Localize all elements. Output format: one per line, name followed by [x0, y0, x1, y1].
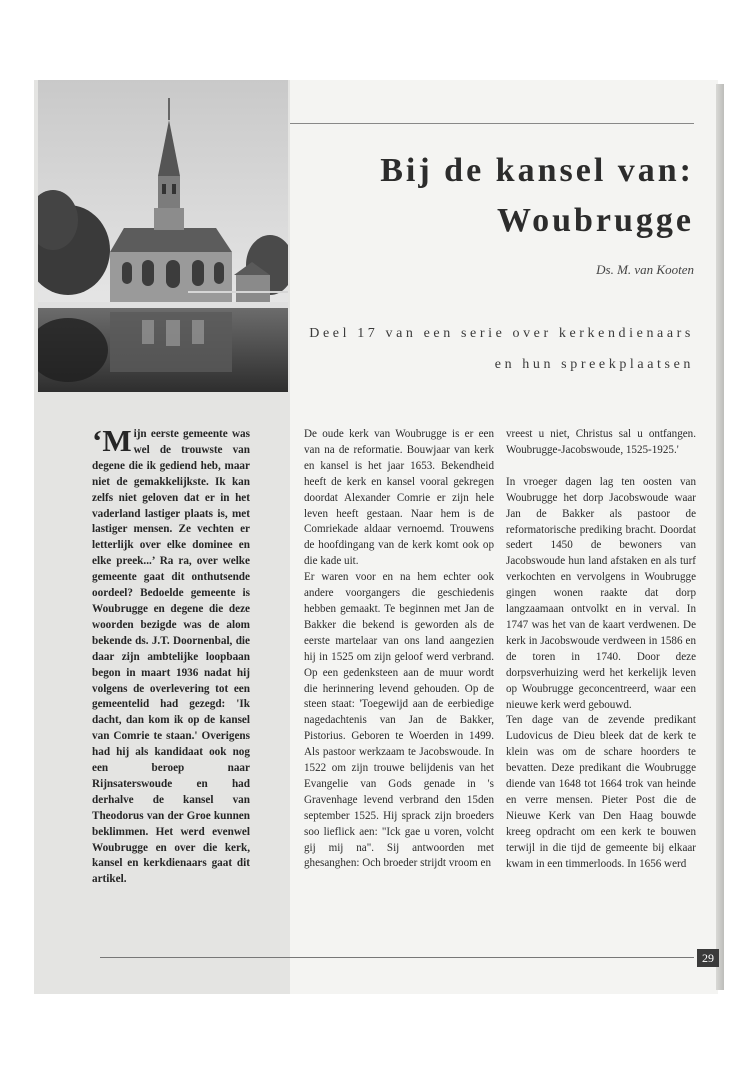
church-photo	[38, 80, 288, 392]
footer-rule	[100, 957, 694, 958]
page-number: 29	[697, 949, 719, 967]
header-rule	[290, 123, 694, 124]
series-subtitle	[274, 318, 694, 380]
article-title	[274, 146, 694, 246]
title-line-1: Bij de kansel van:	[380, 152, 694, 189]
paragraph: In vroeger dagen lag ten oosten van Woubrugge het dorp Jacobswoude waar Jan de Bakker als pastoor de reformatorische prediking bracht. Doordat sedert 1450 de bewoners van Jacobswoude hun land afstaken en als turf verkochten en vervolgens in Woubrugge gingen wonen raakte dat dorp langzaamaan ontvolkt en in verval. In 1747 was het van de kaart verdwenen. De kerk in Jacobswoude verdween in 1586 en de toren in 1740. Door deze dorpsverhuizing werd het kerkelijk leven op Woubrugge geconcentreerd, waar een nieuwe kerk werd gebouwd.	[506, 475, 696, 711]
series-line-2: en hun spreekplaatsen	[494, 357, 694, 372]
intro-text: ijn eerste gemeente was wel de trouwste van degene die ik gediend heb, maar niet de gemakkelijkste. Ik kan zelfs niet geloven dat er in het vaderland lastiger plaats is, met lastiger mensen. Ze vechten er letterlijk over elke dominee en elke preek...’ Ra ra, over welke gemeente gaat dit onthutsende oordeel? Bedoelde gemeente is Woubrugge en degene die deze woorden bezigde was de alom bekende ds. J.T. Doornenbal, die daar zijn ambtelijke loopbaan begon in maart 1936 nadat hij volgens de overlevering tot een gemeentelid had gezegd: 'Ik dacht, dan kom ik op de kansel van Comrie te staan.' Overigens had hij als kandidaat ook nog een beroep naar Rijnsaterswoude en had derhalve de kansel van Theodorus van der Groe kunnen beklimmen. Het werd evenwel Woubrugge en over die kerk, kansel en kerkdienaars gaat dit artikel.	[92, 428, 250, 886]
page-edge	[716, 84, 724, 990]
intro-quote	[92, 423, 250, 888]
body-column-3	[506, 427, 696, 872]
title-line-2: Woubrugge	[496, 202, 694, 239]
body-column-2	[304, 427, 494, 872]
paragraph: Er waren voor en na hem echter ook andere voorgangers die geschiedenis hebben gemaakt. Te beginnen met Jan de Bakker die bekend is geworden als de eerste martelaar van ons land aangezien hij in 1525 om zijn geloof werd verbrand. Op een gedenksteen aan de muur wordt die herinnering levend gehouden. Op de steen staat: 'Toegewijd aan de eerbiedige nagedachtenis van Jan de Bakker, Pistorius. Geboren te Woerden in 1499. Als pastoor werkzaam te Jacobswoude. In 1522 om zijn trouwe belijdenis van het Evangelie van Gods genade in 's Gravenhage levend verbrand den 15den september 1525. Hij sprack zijn broeders soo lieflick aen: "Ick gae u voren, volcht gij mij na". Sij antwoorden met ghesanghen: Och broeder strijdt vroom en	[304, 571, 494, 870]
author-byline: Ds. M. van Kooten	[596, 262, 694, 277]
paragraph: De oude kerk van Woubrugge is er een van na de reformatie. Bouwjaar van kerk en kansel is het jaar 1653. Bekendheid heeft de kerk en kansel vooral gekregen doordat Alexander Comrie er zijn hele leven heeft gestaan. Naar hem is de Comriekade aldaar vernoemd. Trouwens de hoofdingang van de kerk komt ook op die kade uit.	[304, 428, 494, 568]
paragraph: vreest u niet, Christus sal u ontfangen. Woubrugge-Jacobswoude, 1525-1925.'	[506, 428, 696, 456]
paragraph: Ten dage van de zevende predikant Ludovicus de Dieu bleek dat de kerk te klein was om de schare hoorders te bevatten. Deze predikant die Woubrugge diende van 1648 tot 1664 trok van heinde en verre mensen. Pieter Post die de Nieuwe Kerk van Den Haag bouwde kreeg opdracht om een kerk te bouwen terwijl in die tijd de gemeente bij elkaar kwam in een timmerloods. In 1656 werd	[506, 714, 696, 870]
series-line-1: Deel 17 van een serie over kerkendienaars	[309, 326, 694, 341]
drop-cap: ‘M	[92, 423, 132, 458]
